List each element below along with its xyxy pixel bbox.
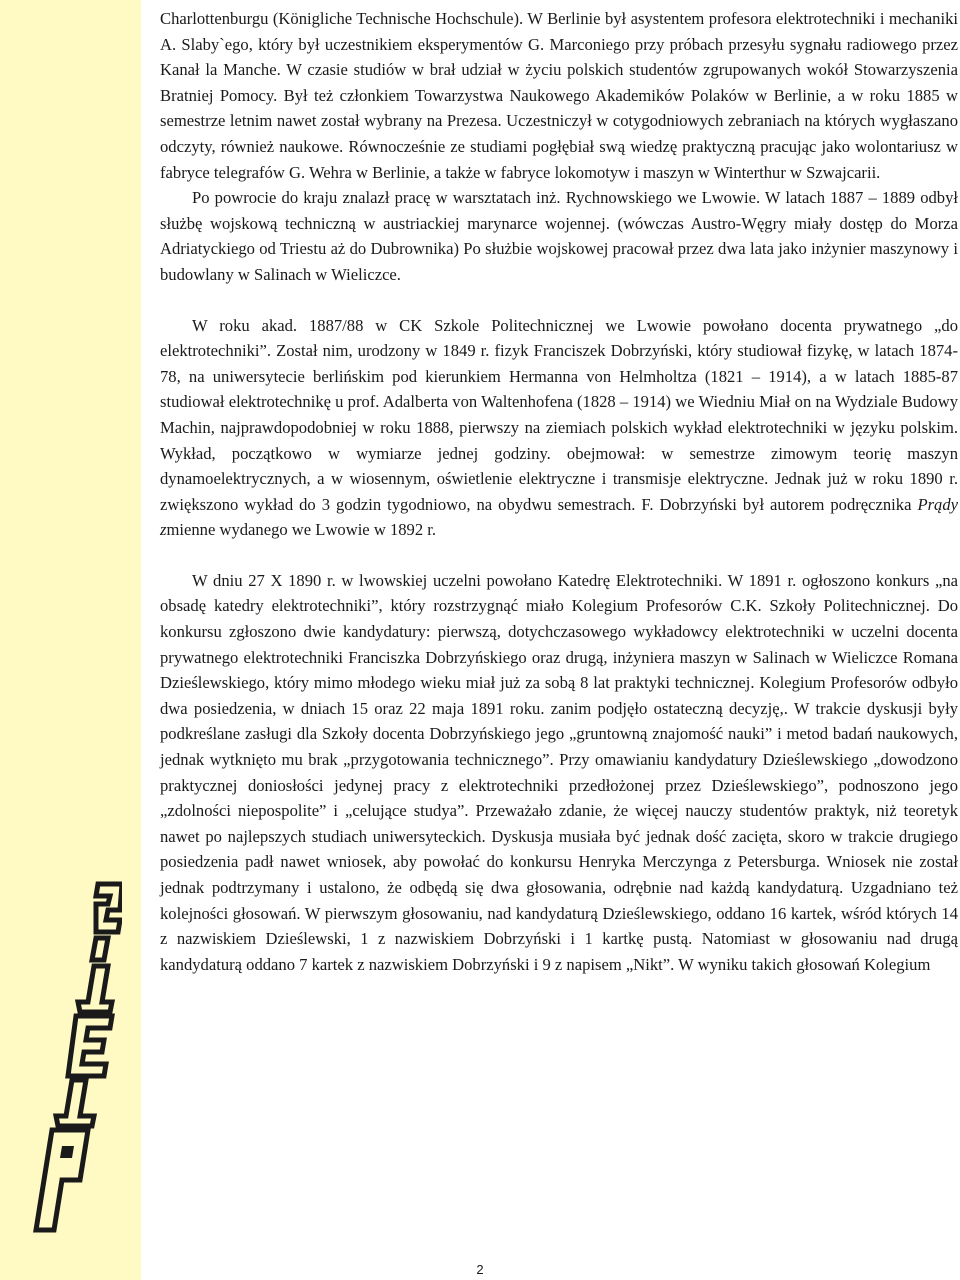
- paragraph-2-text: Po powrocie do kraju znalazł pracę w warsztatach inż. Rychnowskiego we Lwowie. W latach 1887 – 1889 odbył służbę wojskową techniczną w austriackiej marynarce wojennej. (wówczas Austro-Węgry miały dostęp do Morza Adriatyckiego od Triestu aż do Dubrownika) Po służbie wojskowej pracował przez dwa lata jako inżynier maszynowy i budowlany w Salinach w Wieliczce.: [160, 188, 958, 284]
- paragraph-gap: [160, 288, 958, 313]
- page-number: 2: [476, 1262, 484, 1277]
- paragraph-2: [160, 185, 958, 287]
- paragraph-1: [160, 6, 958, 185]
- paragraph-3-italic-text: Prądy z: [160, 494, 958, 540]
- document-body: [160, 6, 958, 977]
- paragraph-gap: [160, 543, 958, 568]
- paragraph-3-text-end: mienne wydanego we Lwowie w 1892 r.: [166, 520, 437, 540]
- paragraph-1-text: Charlottenburgu (Königliche Technische Hochschule). W Berlinie był asystentem profesora elektrotechniki i mechaniki A. Slaby`ego, który był uczestnikiem eksperymentów G. Marconiego przy próbach przesyłu sygnału radiowego przez Kanał la Manche. W czasie studiów w brał udział w życiu polskich studentów zgrupowanych wokół Stowarzyszenia Bratniej Pomocy. Był też członkiem Towarzystwa Naukowego Akademików Polaków w Berlinie, a w roku 1885 w semestrze letnim nawet został wybrany na Prezesa. Uczestniczył w cotygodniowych zebraniach na których wygłaszano odczyty, również naukowe. Równocześnie ze studiami pogłębiał swą wiedzę praktyczną pracując jako wolontariusz w fabryce telegrafów G. Wehra w Berlinie, a także w fabryce lokomotyw i maszyn w Winterthur w Szwajcarii.: [160, 9, 958, 182]
- ptetis-logo: [22, 880, 122, 1240]
- paragraph-3: [160, 313, 958, 543]
- paragraph-3-text: W roku akad. 1887/88 w CK Szkole Politechnicznej we Lwowie powołano docenta prywatnego „do elektrotechniki”. Został nim, urodzony w 1849 r. fizyk Franciszek Dobrzyński, który studiował fizykę, w latach 1874-78, na uniwersytecie berlińskim pod kierunkiem Hermanna von Helmholtza (1821 – 1914), a w latach 1885-87 studiował elektrotechnikę u prof. Adalberta von Waltenhofena (1828 – 1914) we Wiedniu Miał on na Wydziale Budowy Machin, najprawdopodobniej w roku 1888, pierwszy na ziemiach polskich wykład elektrotechniki w języku polskim. Wykład, początkowo w wymiarze jednej godziny. obejmował: w semestrze zimowym teorię maszyn dynamoelektrycznych, a w wiosennym, oświetlenie elektryczne i transmisje elektryczne. Jednak już w roku 1890 r. zwiększono wykład do 3 godzin tygodniowo, na obydwu semestrach. F. Dobrzyński był autorem podręcznika: [160, 315, 958, 514]
- paragraph-4: [160, 568, 958, 978]
- paragraph-4-text: W dniu 27 X 1890 r. w lwowskiej uczelni powołano Katedrę Elektrotechniki. W 1891 r. ogłoszono konkurs „na obsadę katedry elektrotechniki”, który rozstrzygnąć miało Kolegium Profesorów C.K. Szkoły Politechnicznej. Do konkursu zgłoszono dwie kandydatury: pierwszą, dotychczasowego wykładowcy elektrotechniki w uczelni docenta prywatnego elektrotechniki Franciszka Dobrzyńskiego oraz drugą, inżyniera maszyn w Salinach w Wieliczce Romana Dzieślewskiego, który mimo młodego wieku miał już za sobą 8 lat praktyki technicznej. Kolegium Profesorów odbyło dwa posiedzenia, w dniach 15 oraz 22 maja 1891 roku. zanim podjęło ostateczną decyzję,. W trakcie dyskusji były podkreślane zasługi dla Szkoły docenta Dobrzyńskiego jego „gruntowną znajomość nauki” i metod badań naukowych, jednak wytknięto mu brak „przygotowania technicznego”. Przy omawianiu kandydatury Dzieślewskiego „dowodzono praktycznej doniosłości jedynej pracy z elektrotechniki przedłożonej przez Dzieślewskiego”, podnoszono jego „zdolności niepospolite” i „celujące studya”. Przeważało zdanie, że więcej nauczy studentów praktyk, niż teoretyk nawet po najlepszych studiach uniwersyteckich. Dyskusja musiała być jednak dość zacięta, skoro w trakcie drugiego posiedzenia padł nawet wniosek, aby powołać do konkursu Henryka Merczynga z Petersburga. Wniosek nie został jednak podtrzymany i ustalono, że odbędą się dwa głosowania, odrębnie nad każdą kandydaturą. Uzgadniano też kolejności głosowań. W pierwszym głosowaniu, nad kandydaturą Dzieślewskiego, oddano 16 kartek, wśród których 14 z nazwiskiem Dzieślewski, 1 z nazwiskiem Dobrzyński i 1 kartkę pustą. Natomiast w głosowaniu nad drugą kandydaturą oddano 7 kartek z nazwiskiem Dobrzyński i 9 z napisem „Nikt”. W wyniku takich głosowań Kolegium: [160, 570, 958, 974]
